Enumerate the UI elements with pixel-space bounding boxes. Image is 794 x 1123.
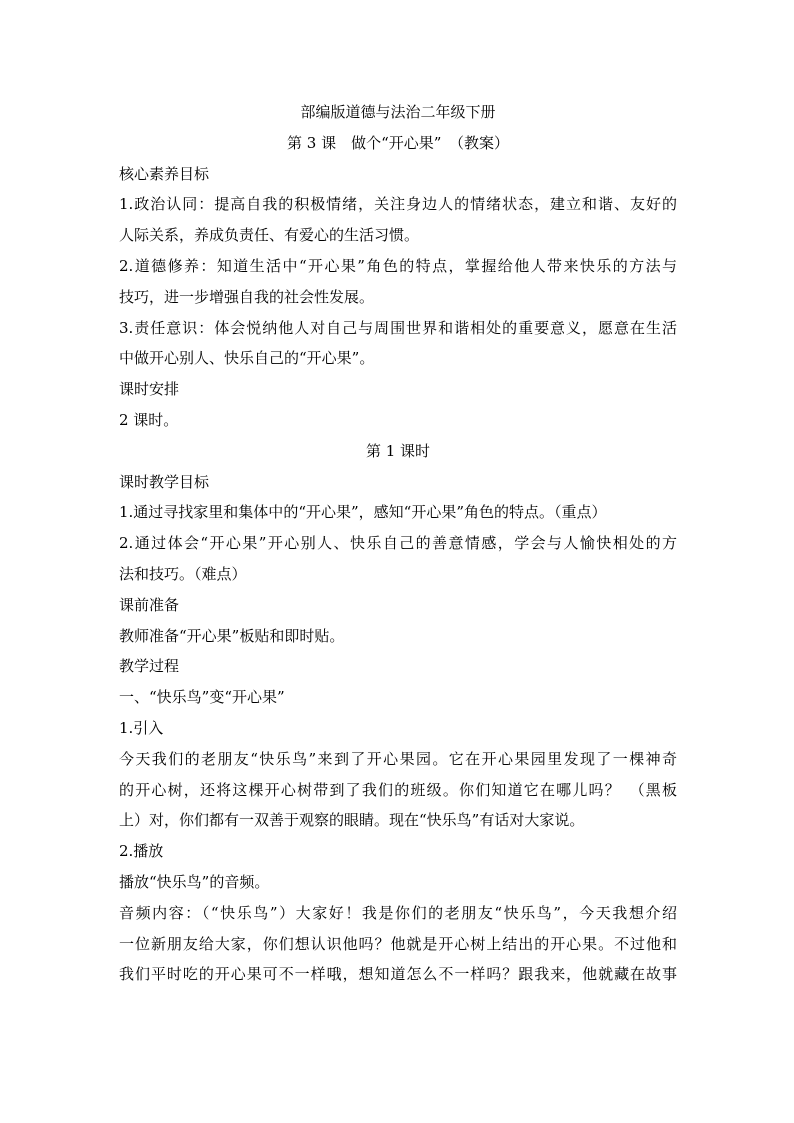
intro-line-1: 今天我们的老朋友“快乐鸟”来到了开心果园。它在开心果园里发现了一棵神奇 <box>119 749 677 768</box>
goal-1-line-2: 人际关系，养成负责任、有爱心的生活习惯。 <box>119 226 420 245</box>
prep-text: 教师准备“开心果”板贴和即时贴。 <box>119 626 345 645</box>
audio-line-1: 音频内容：（“快乐鸟”）大家好！我是你们的老朋友“快乐鸟”，今天我想介绍 <box>119 903 677 922</box>
play-text: 播放“快乐鸟”的音频。 <box>119 872 270 891</box>
teaching-goal-2-line-2: 法和技巧。（难点） <box>119 564 247 583</box>
teaching-goals-heading: 课时教学目标 <box>119 472 210 491</box>
intro-line-2: 的开心树，还将这棵开心树带到了我们的班级。你们知道它在哪儿吗？ （黑板 <box>119 780 677 799</box>
period-1-heading: 第 1 课时 <box>365 441 431 460</box>
schedule-heading: 课时安排 <box>119 380 180 399</box>
lesson-heading: 第 3 课 做个“开心果” （教案） <box>287 133 509 152</box>
document-title: 部编版道德与法治二年级下册 <box>300 103 496 121</box>
goal-3-line-2: 中做开心别人、快乐自己的“开心果”。 <box>119 349 375 368</box>
prep-heading: 课前准备 <box>119 595 180 614</box>
section-1-heading: 一、“快乐鸟”变“开心果” <box>119 688 285 707</box>
step-2-heading: 2.播放 <box>119 842 164 861</box>
audio-line-3: 我们平时吃的开心果可不一样哦，想知道怎么不一样吗？跟我来，他就藏在故事 <box>119 965 677 984</box>
goal-2-line-1: 2.道德修养：知道生活中“开心果”角色的特点，掌握给他人带来快乐的方法与 <box>119 256 677 275</box>
teaching-goal-1: 1.通过寻找家里和集体中的“开心果”，感知“开心果”角色的特点。（重点） <box>119 503 607 522</box>
process-heading: 教学过程 <box>119 657 180 676</box>
audio-line-2: 一位新朋友给大家，你们想认识他吗？他就是开心树上结出的开心果。不过他和 <box>119 934 677 953</box>
core-goals-heading: 核心素养目标 <box>119 164 210 183</box>
document-page <box>119 97 677 990</box>
goal-3-line-1: 3.责任意识：体会悦纳他人对自己与周围世界和谐相处的重要意义，愿意在生活 <box>119 318 677 337</box>
goal-2-line-2: 技巧，进一步增强自我的社会性发展。 <box>119 287 375 306</box>
teaching-goal-2-line-1: 2.通过体会“开心果”开心别人、快乐自己的善意情感，学会与人愉快相处的方 <box>119 534 677 553</box>
schedule-text: 2 课时。 <box>119 410 179 429</box>
goal-1-line-1: 1.政治认同：提高自我的积极情绪，关注身边人的情绪状态，建立和谐、友好的 <box>119 195 677 214</box>
step-1-heading: 1.引入 <box>119 718 164 737</box>
intro-line-3: 上）对，你们都有一双善于观察的眼睛。现在“快乐鸟”有话对大家说。 <box>119 811 585 830</box>
